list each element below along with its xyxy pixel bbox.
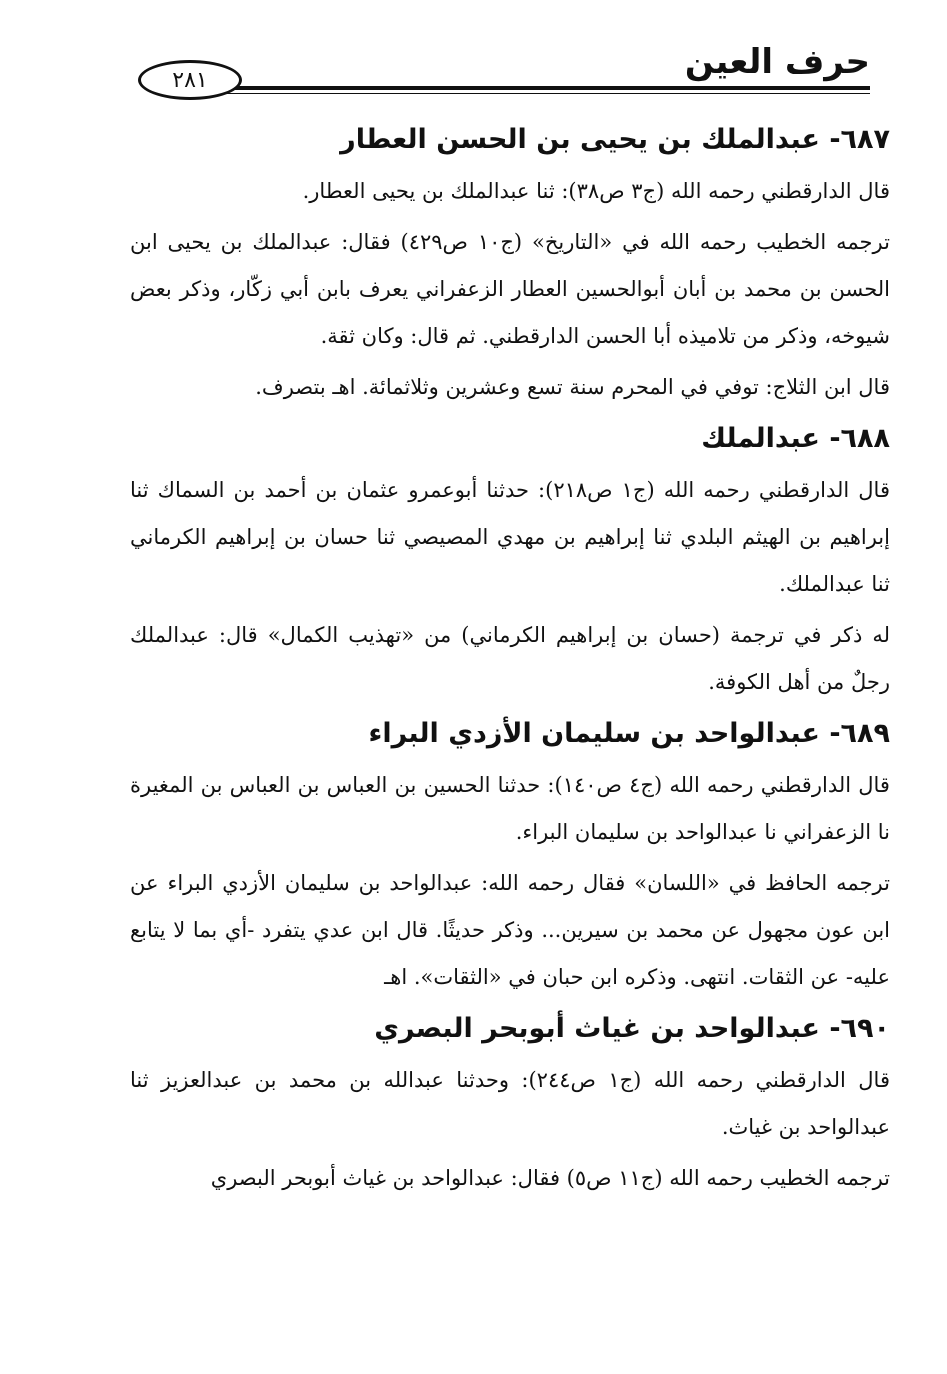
paragraph: قال الدارقطني رحمه الله (ج١ ص٢١٨): حدثنا أبوعمرو عثمان بن أحمد بن السماك ثنا إبراهيم بن الهيثم البلدي ثنا إبراهيم بن مهدي المصيصي ثنا حسان بن إبراهيم الكرماني ثنا عبدالملك. xyxy=(130,478,890,596)
paragraph: ترجمه الخطيب رحمه الله (ج١١ ص٥) فقال: عبدالواحد بن غياث أبوبحر البصري xyxy=(210,1166,890,1190)
entry-687 xyxy=(130,118,890,411)
entry-heading: ٦٨٨- عبدالملك xyxy=(701,423,890,454)
paragraph: ترجمه الحافظ في «اللسان» فقال رحمه الله: عبدالواحد بن سليمان الأزدي البراء عن ابن عون مجهول عن محمد بن سيرين... وذكر حديثًا. قال ابن عدي يتفرد -أي بما لا يتابع عليه- عن الثقات. انتهى. وذكره ابن حبان في «الثقات». اهـ xyxy=(130,871,890,989)
paragraph: قال الدارقطني رحمه الله (ج٣ ص٣٨): ثنا عبدالملك بن يحيى العطار. xyxy=(302,179,890,203)
entry-heading: ٦٨٧- عبدالملك بن يحيى بن الحسن العطار xyxy=(340,124,890,155)
paragraph: قال ابن الثلاج: توفي في المحرم سنة تسع وعشرين وثلاثمائة. اهـ بتصرف. xyxy=(255,375,890,399)
paragraph: قال الدارقطني رحمه الله (ج١ ص٢٤٤): وحدثنا عبدالله بن محمد بن عبدالعزيز ثنا عبدالواحد بن غياث. xyxy=(130,1068,890,1139)
paragraph: قال الدارقطني رحمه الله (ج٤ ص١٤٠): حدثنا الحسين بن العباس بن العباس بن المغيرة نا الزعفراني نا عبدالواحد بن سليمان البراء. xyxy=(130,773,890,844)
entry-heading: ٦٩٠- عبدالواحد بن غياث أبوبحر البصري xyxy=(374,1013,890,1044)
chapter-title: حرف العين xyxy=(684,42,870,82)
header-rule-thin xyxy=(226,93,870,94)
entry-heading: ٦٨٩- عبدالواحد بن سليمان الأزدي البراء xyxy=(368,718,890,749)
entry-688 xyxy=(130,417,890,706)
entry-690 xyxy=(130,1007,890,1202)
paragraph: ترجمه الخطيب رحمه الله في «التاريخ» (ج١٠ ص٤٢٩) فقال: عبدالملك بن يحيى ابن الحسن بن محمد بن أبان أبوالحسين العطار الزعفراني يعرف بابن أبي زكّار، وذكر بعض شيوخه، وذكر من تلاميذه أبا الحسن الدارقطني. ثم قال: وكان ثقة. xyxy=(130,230,890,348)
header-rule xyxy=(226,86,870,90)
page-content xyxy=(130,112,890,1206)
entry-689 xyxy=(130,712,890,1001)
page-header xyxy=(118,40,870,110)
page-number: ٢٨١ xyxy=(138,60,242,100)
paragraph: له ذكر في ترجمة (حسان بن إبراهيم الكرماني) من «تهذيب الكمال» قال: عبدالملك رجلٌ من أهل الكوفة. xyxy=(130,623,890,694)
